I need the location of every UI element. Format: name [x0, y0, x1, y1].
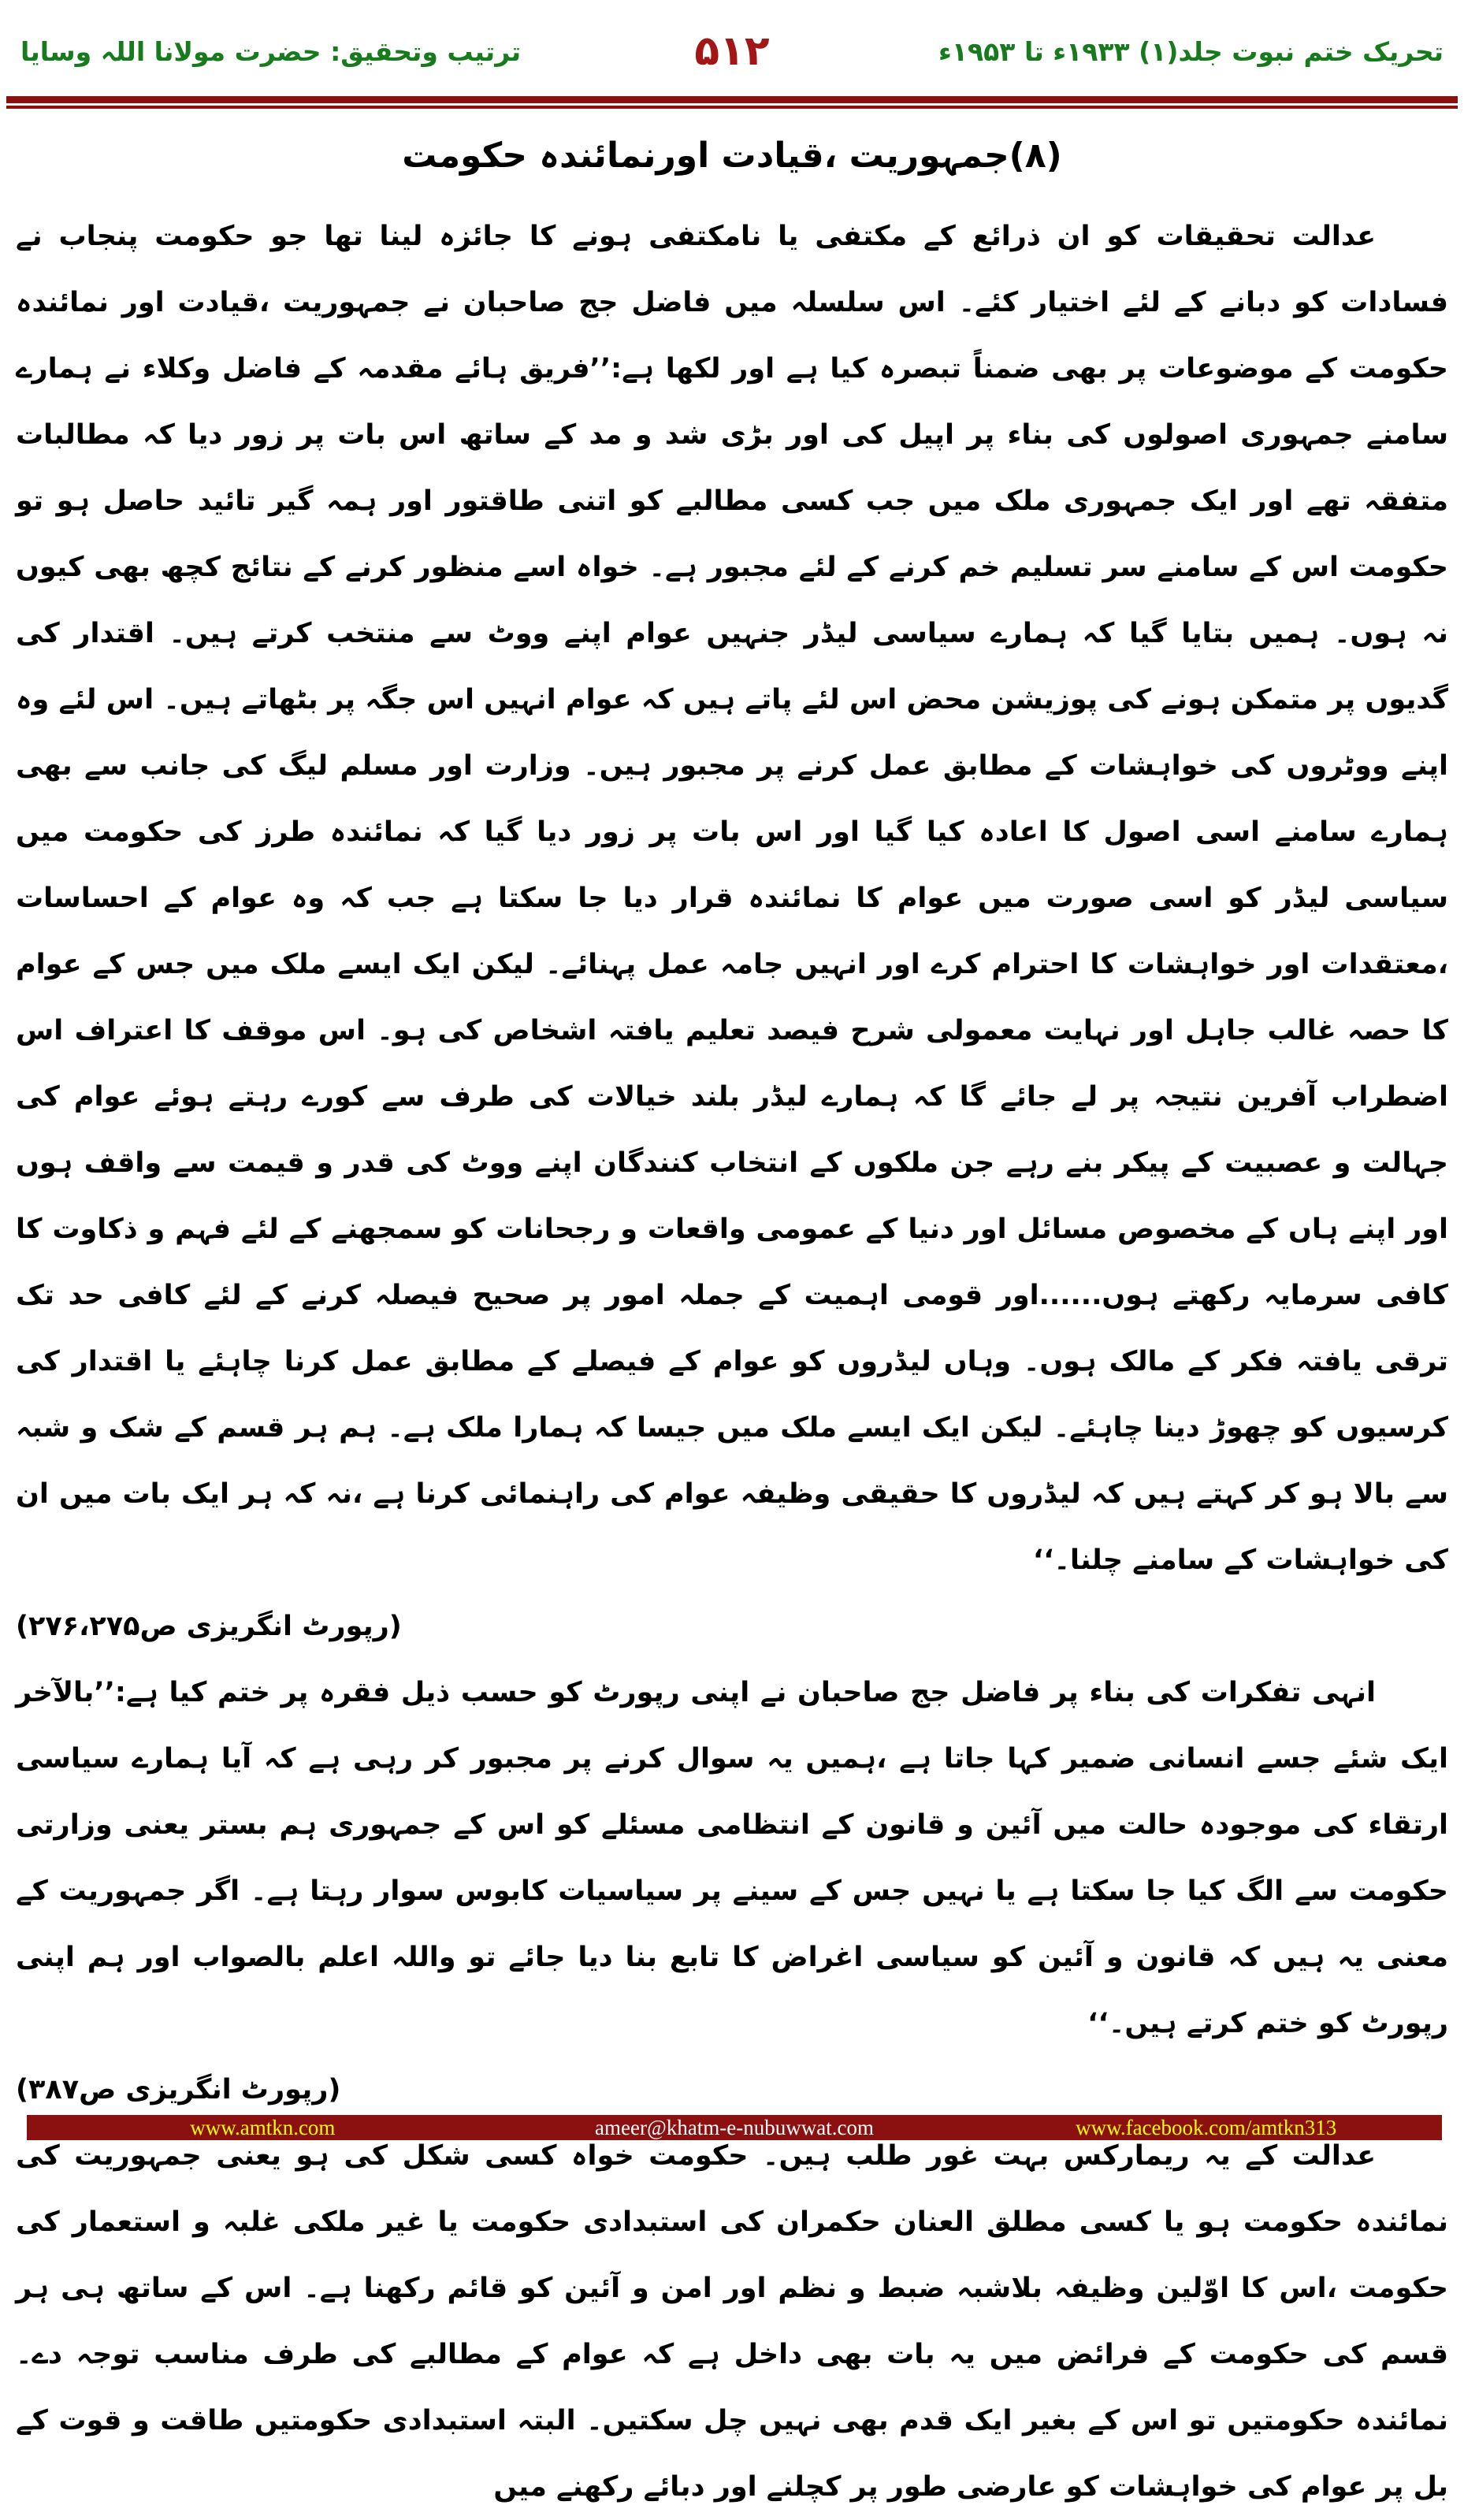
email-link[interactable]: ameer@khatm-e-nubuwwat.com [595, 2115, 874, 2139]
footer-bar [27, 2115, 1442, 2140]
facebook-link[interactable]: www.facebook.com/amtkn313 [1076, 2115, 1337, 2139]
book-title: تحریک ختم نبوت جلد(۱) ۱۹۳۳ء تا ۱۹۵۳ء [938, 35, 1444, 67]
header-rule-thin [6, 106, 1458, 109]
header-rule-thick [6, 96, 1458, 103]
body-paragraph: عدالت تحقیقات کو ان ذرائع کے مکتفی یا نامکتفی ہونے کا جائزہ لینا تھا جو حکومت پنجاب نے فسادات کو دبانے کے لئے اختیار کئے۔ اس سلسلہ میں فاضل جج صاحبان نے جمہوریت ،قیادت اور نمائندہ حکومت کے موضوعات پر بھی ضمناً تبصرہ کیا ہے اور لکھا ہے:’’فریق ہائے مقدمہ کے فاضل وکلاء نے ہمارے سامنے جمہوری اصولوں کی بناء پر اپیل کی اور بڑی شد و مد کے ساتھ اس بات پر زور دیا کہ مطالبات متفقہ تھے اور ایک جمہوری ملک میں جب کسی مطالبے کو اتنی طاقتور اور ہمہ گیر تائید حاصل ہو تو حکومت اس کے سامنے سر تسلیم خم کرنے کے لئے مجبور ہے۔ خواہ اسے منظور کرنے کے نتائج کچھ بھی کیوں نہ ہوں۔ ہمیں بتایا گیا کہ ہمارے سیاسی لیڈر جنہیں عوام اپنے ووٹ سے منتخب کرتے ہیں۔ اقتدار کی گدیوں پر متمکن ہونے کی پوزیشن محض اس لئے پاتے ہیں کہ عوام انہیں اس جگہ پر بٹھاتے ہیں۔ اس لئے وہ اپنے ووٹروں کی خواہشات کے مطابق عمل کرنے پر مجبور ہیں۔ وزارت اور مسلم لیگ کی جانب سے بھی ہمارے سامنے اسی اصول کا اعادہ کیا گیا اور اس بات پر زور دیا گیا کہ نمائندہ طرز کی حکومت میں سیاسی لیڈر کو اسی صورت میں عوام کا نمائندہ قرار دیا جا سکتا ہے جب کہ وہ عوام کے احساسات ،معتقدات اور خواہشات کا احترام کرے اور انہیں جامہ عمل پہنائے۔ لیکن ایک ایسے ملک میں جس کے عوام کا حصہ غالب جاہل اور نہایت معمولی شرح فیصد تعلیم یافتہ اشخاص کی ہو۔ اس موقف کا اعتراف اس اضطراب آفرین نتیجہ پر لے جائے گا کہ ہمارے لیڈر بلند خیالات کی طرف سے کورے رہتے ہوئے عوام کی جہالت و عصبیت کے پیکر بنے رہے جن ملکوں کے انتخاب کنندگان اپنے ووٹ کی قدر و قیمت سے واقف ہوں اور اپنے ہاں کے مخصوص مسائل اور دنیا کے عمومی واقعات و رجحانات کو سمجھنے کے لئے فہم و ذکاوت کا کافی سرمایہ رکھتے ہوں......اور قومی اہمیت کے جملہ امور پر صحیح فیصلہ کرنے کے لئے کافی حد تک ترقی یافتہ فکر کے مالک ہوں۔ وہاں لیڈروں کو عوام کے فیصلے کے مطابق عمل کرنا چاہئے یا اقتدار کی کرسیوں کو چھوڑ دینا چاہئے۔ لیکن ایک ایسے ملک میں جیسا کہ ہمارا ملک ہے۔ ہم ہر قسم کے شک و شبہ سے بالا ہو کر کہتے ہیں کہ لیڈروں کا حقیقی وظیفہ عوام کی راہنمائی کرنا ہے ،نہ کہ ہر ایک بات میں ان کی خواہشات کے سامنے چلنا۔‘‘ [16, 221, 1448, 1576]
page-header [0, 0, 1464, 93]
section-heading: (۸)جمہوریت ،قیادت اورنمائندہ حکومت [402, 136, 1062, 176]
compiler-title: ترتیب وتحقیق: حضرت مولانا اللہ وسایا [20, 35, 522, 67]
report-citation: (رپورٹ انگریزی ص‭۲۷۶،۲۷۵‬) [16, 1611, 402, 1642]
report-citation: (رپورٹ انگریزی ص۳۸۷) [16, 2074, 341, 2106]
page-number: ۵۱۲ [694, 28, 770, 75]
body-paragraph: انہی تفکرات کی بناء پر فاضل جج صاحبان نے اپنی رپورٹ کو حسب ذیل فقرہ پر ختم کیا ہے:’’بالآخر ایک شئے جسے انسانی ضمیر کہا جاتا ہے ،ہمیں یہ سوال کرنے پر مجبور کر رہی ہے کہ آیا ہمارے سیاسی ارتقاء کی موجودہ حالت میں آئین و قانون کے انتظامی مسئلے کو اس کے جمہوری ہم بستر یعنی وزارتی حکومت سے الگ کیا جا سکتا ہے یا نہیں جس کے سینے پر سیاسیات کابوس سوار رہتا ہے۔ اگر جمہوریت کے معنی یہ ہیں کہ قانون و آئین کو سیاسی اغراض کا تابع بنا دیا جائے تو واللہ اعلم بالصواب اور ہم اپنی رپورٹ کو ختم کرتے ہیں۔‘‘ [16, 1677, 1448, 2039]
website-link[interactable]: www.amtkn.com [190, 2115, 336, 2139]
body-paragraph: عدالت کے یہ ریمارکس بہت غور طلب ہیں۔ حکومت خواہ کسی شکل کی ہو یعنی جمہوریت کی نمائندہ حکومت ہو یا کسی مطلق العنان حکمران کی استبدادی حکومت یا غیر ملکی غلبہ و استعمار کی حکومت ،اس کا اوّلین وظیفہ بلاشبہ ضبط و نظم اور امن و آئین کو قائم رکھنا ہے۔ اس کے ساتھ ہی ہر قسم کی حکومت کے فرائض میں یہ بات بھی داخل ہے کہ عوام کے مطالبے کی طرف مناسب توجہ دے۔ نمائندہ حکومتیں تو اس کے بغیر ایک قدم بھی نہیں چل سکتیں۔ البتہ استبدادی حکومتیں طاقت و قوت کے بل پر عوام کی خواہشات کو عارضی طور پر کچلنے اور دبائے رکھنے میں [16, 2140, 1448, 2503]
